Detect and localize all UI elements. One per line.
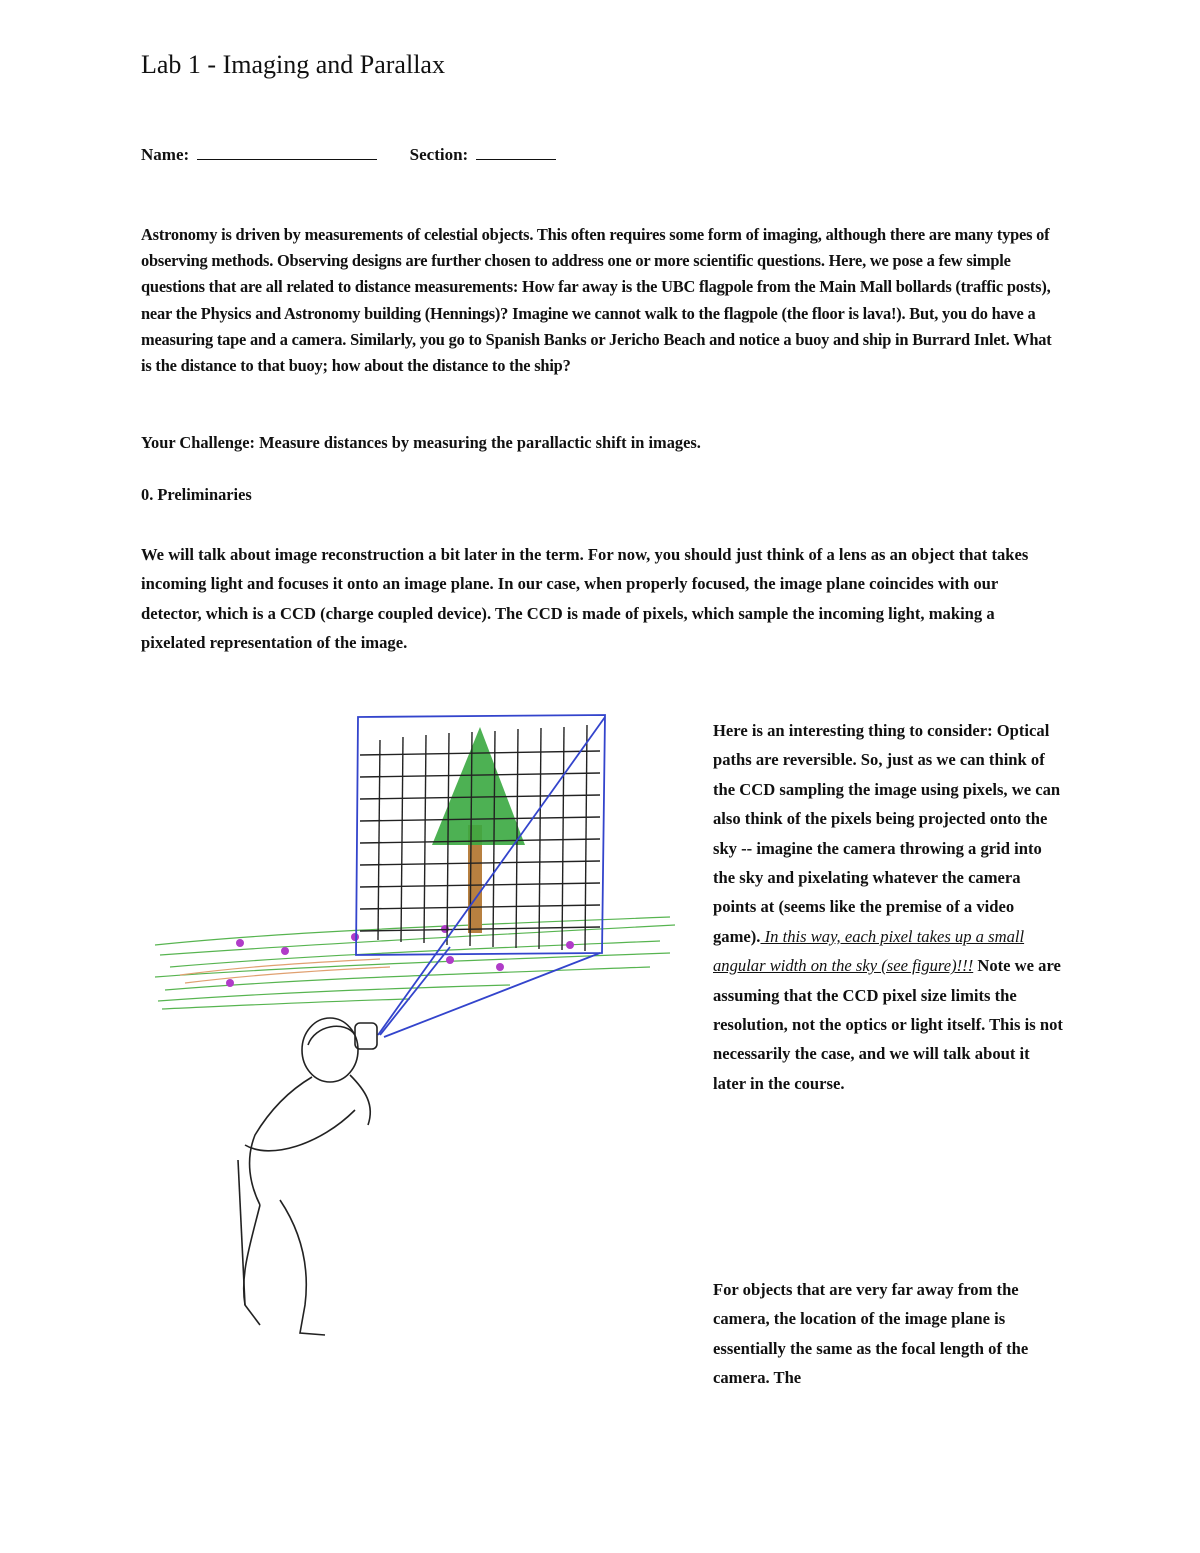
student-fields	[141, 143, 556, 165]
intro-paragraph: Astronomy is driven by measurements of celestial objects. This often requires some form of imaging, although there are many types of observing methods. Observing designs are further chosen to address one or more scientific questions. Here, we pose a few simple questions that are all related to distance measurements: How far away is the UBC flagpole from the Main Mall bollards (traffic posts), near the Physics and Astronomy building (Hennings)? Imagine we cannot walk to the flagpole (the floor is lava!). But, you do have a measuring tape and a camera. Similarly, you go to Spanish Banks or Jericho Beach and notice a buoy and ship in Burrard Inlet. What is the distance to that buoy; how about the distance to the ship?	[141, 225, 1052, 376]
camera-grid-illustration	[150, 705, 690, 1345]
optical-paths-text-2: Note we are assuming that the CCD pixel size limits the resolution, not the optics or light itself. This is not necessarily the case, and we will talk about it later in the course.	[713, 956, 1063, 1093]
optical-paths-text: Here is an interesting thing to consider: Optical paths are reversible. So, just as we can think of the CCD sampling the image using pixels, we can also think of the pixels being projected onto the sky -- imagine the camera throwing a grid into the sky and pixelating whatever the camera points at (seems like the premise of a video game).	[713, 721, 1061, 946]
far-objects-paragraph: For objects that are very far away from the camera, the location of the image plane is essentially the same as the focal length of the camera. The	[713, 1280, 1029, 1388]
page-title: Lab 1 - Imaging and Parallax	[141, 50, 445, 79]
challenge-paragraph: Your Challenge: Measure distances by measuring the parallactic shift in images.	[141, 433, 701, 452]
preliminaries-paragraph: We will talk about image reconstruction a bit later in the term. For now, you should just think of a lens as an object that takes incoming light and focuses it onto an image plane. In our case, when properly focused, the image plane coincides with our detector, which is a CCD (charge coupled device). The CCD is made of pixels, which sample the incoming light, making a pixelated representation of the image.	[141, 545, 1029, 653]
section-heading: 0. Preliminaries	[141, 485, 252, 504]
section-label: Section:	[409, 145, 469, 164]
pixel-angular-width-note: In this way, each pixel takes up a small angular width on the sky (see figure)!!!	[713, 926, 1025, 976]
optical-paths-paragraph	[713, 716, 1063, 1098]
ground-scribble	[155, 917, 675, 1009]
section-blank[interactable]	[476, 143, 556, 160]
tree-icon	[432, 727, 525, 933]
name-blank[interactable]	[197, 143, 377, 160]
path-scribble	[180, 959, 390, 983]
name-label: Name:	[141, 145, 190, 164]
person-with-camera-icon	[238, 1018, 377, 1335]
flowers	[226, 925, 574, 987]
